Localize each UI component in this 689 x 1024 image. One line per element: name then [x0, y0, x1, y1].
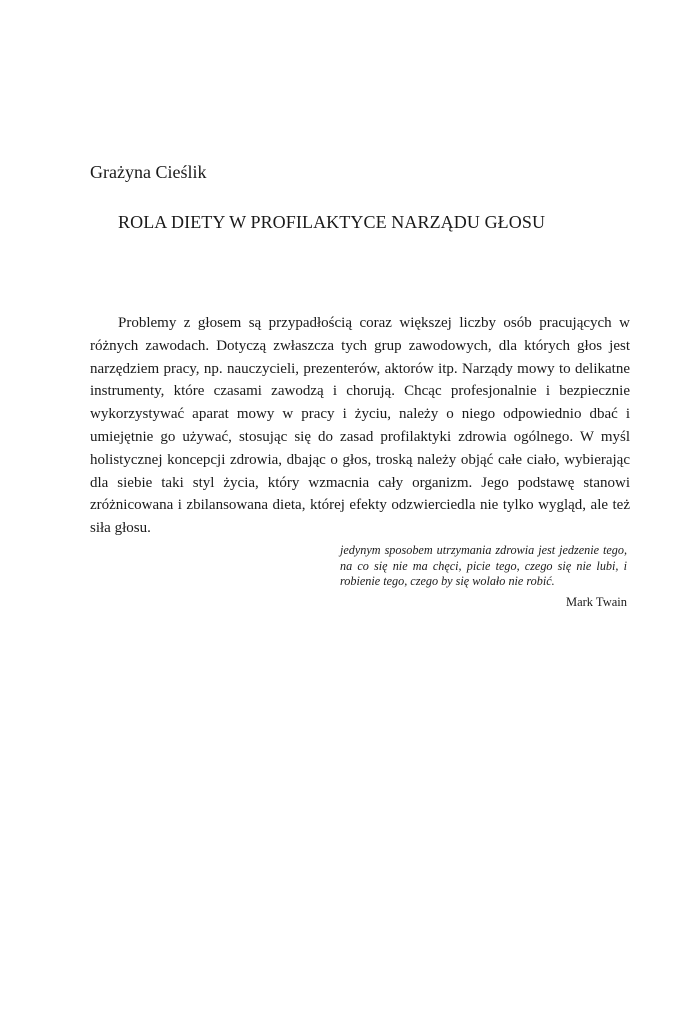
- article-title: ROLA DIETY W PROFILAKTYCE NARZĄDU GŁOSU: [118, 212, 546, 232]
- author-name: Grażyna Cieślik: [90, 162, 207, 182]
- abstract-paragraph: Problemy z głosem są przypadłością coraz większej liczby osób pracujących w różnych zawodach. Dotyczą zwłaszcza tych grup zawodowych, dla których głos jest narzędziem pracy, np. nauczycieli, prezenterów, aktorów itp. Narządy mowy to delikatne instrumenty, które czasami zawodzą i chorują. Chcąc profesjonalnie i bezpiecznie wykorzystywać aparat mowy w pracy i życiu, należy o niego odpowiednio dbać i umiejętnie go używać, stosując się do zasad profilaktyki zdrowia ogólnego. W myśl holistycznej koncepcji zdrowia, dbając o głos, troską należy objąć całe ciało, wybierając dla siebie taki styl życia, który wzmacnia cały organizm. Jego podstawę stanowi zróżnicowana i zbilansowana dieta, której efekty odzwierciedla nie tylko wygląd, ale też siła głosu.: [90, 315, 630, 537]
- epigraph-quote: jedynym sposobem utrzymania zdrowia jest jedzenie tego, na co się nie ma chęci, picie tego, czego się nie lubi, i robienie tego, czego by się wolało nie robić.: [340, 543, 627, 588]
- epigraph-attribution: Mark Twain: [565, 595, 627, 609]
